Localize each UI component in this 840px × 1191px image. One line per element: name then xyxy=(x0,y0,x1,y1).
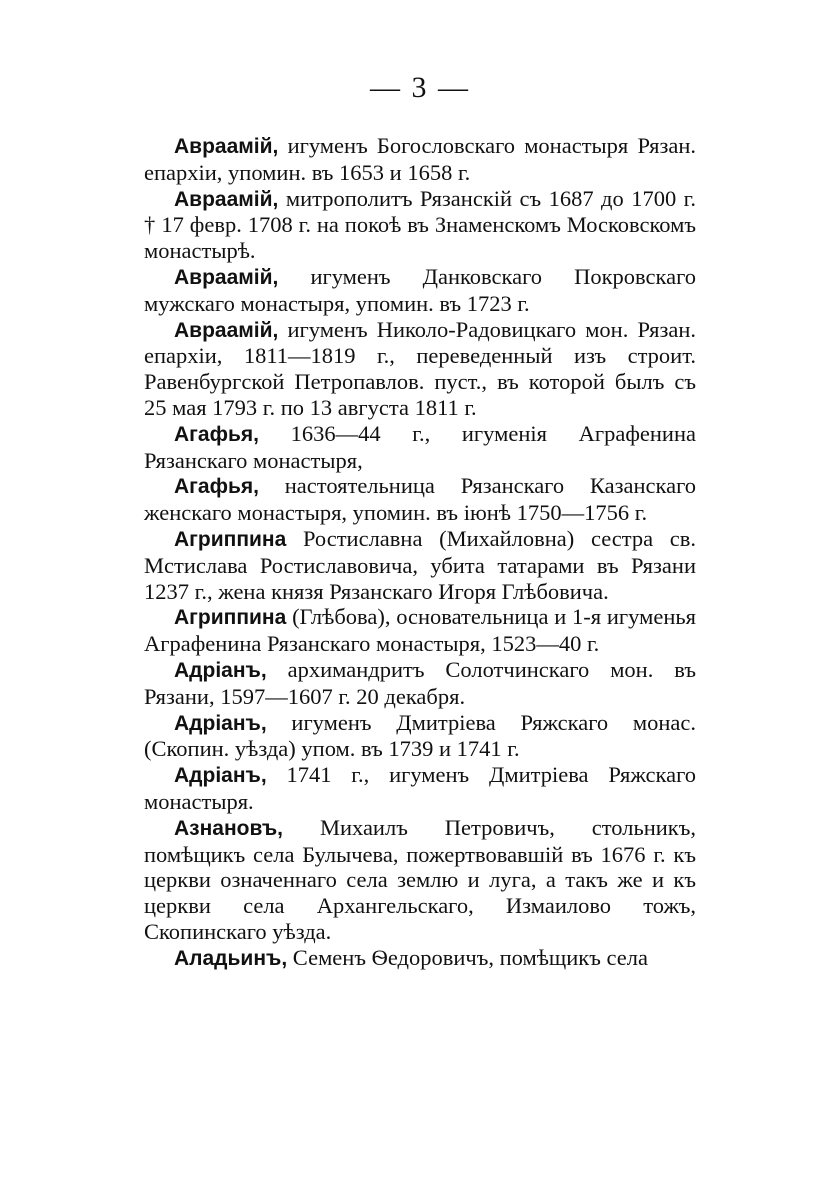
entry-headword: Авраамій, xyxy=(174,135,279,158)
entry-headword: Агриппина xyxy=(174,527,287,551)
entry xyxy=(144,473,696,526)
entry-headword: Аладьинъ, xyxy=(174,946,288,970)
entry-list xyxy=(144,133,696,972)
entry-text: Семенъ Ѳедоровичъ, помѣщикъ села xyxy=(287,944,648,970)
entry-headword: Адріанъ, xyxy=(174,711,267,735)
entry-headword: Агафья, xyxy=(174,475,259,499)
entry-text: игуменъ Николо-Радовицкаго мон. Рязан. епархіи, 1811—1819 г., переведенный изъ строит. Равенбургской Петропавлов. пуст., въ которой былъ съ 25 мая 1793 г. по 13 августа 1811 г. xyxy=(144,316,696,420)
entry-text: 1636—44 г., игуменія Аграфенина Рязанскаго монастыря, xyxy=(144,420,696,473)
entry-text: игуменъ Дмитріева Ряжскаго монас. (Скопин. уѣзда) упом. въ 1739 и 1741 г. xyxy=(144,709,696,762)
entry xyxy=(144,133,696,186)
entry xyxy=(144,186,696,264)
entry-text: 1741 г., игуменъ Дмитріева Ряжскаго монастыря. xyxy=(144,762,696,814)
entry-text: Ростиславна (Михайловна) сестра св. Мстислава Ростиславовича, убита татарами въ Рязани 1237 г., жена князя Рязанскаго Игоря Глѣбовича. xyxy=(144,525,696,604)
entry-headword: Авраамій, xyxy=(174,265,279,289)
entry-headword: Агриппина xyxy=(174,606,287,630)
entry xyxy=(144,421,696,474)
entry xyxy=(144,815,696,945)
entry-text: игуменъ Данковскаго Покровскаго мужскаго монастыря, упомин. въ 1723 г. xyxy=(144,263,696,316)
entry xyxy=(144,710,696,763)
entry-headword: Авраамій, xyxy=(174,187,279,211)
entry-text: Михаилъ Петровичъ, стольникъ, помѣщикъ села Булычева, пожертвовавшій въ 1676 г. къ церкви означеннаго села землю и луга, а такъ же и къ церкви села Архангельскаго, Измаилово тожъ, Скопинскаго уѣзда. xyxy=(144,814,696,944)
entry-headword: Адріанъ, xyxy=(174,658,267,682)
entry-text: митрополитъ Рязанскій съ 1687 до 1700 г. † 17 февр. 1708 г. на покоѣ въ Знаменскомъ Московскомъ монастырѣ. xyxy=(144,185,696,264)
page-number: — 3 — xyxy=(370,71,470,104)
entry-text: игуменъ Богословскаго монастыря Рязан. епархіи, упомин. въ 1653 и 1658 г. xyxy=(144,133,696,185)
entry-text: настоятельница Рязанскаго Казанскаго женскаго монастыря, упомин. въ іюнѣ 1750—1756 г. xyxy=(144,473,696,526)
entry xyxy=(144,604,696,657)
entry-headword: Адріанъ, xyxy=(174,764,267,788)
entry-text: архимандритъ Солотчинскаго мон. въ Рязани, 1597—1607 г. 20 декабря. xyxy=(144,656,696,709)
entry xyxy=(144,762,696,815)
entry-text: (Глѣбова), основательница и 1-я игуменья Аграфенина Рязанскаго монастыря, 1523—40 г. xyxy=(144,604,696,657)
entry xyxy=(144,657,696,710)
entry xyxy=(144,526,696,604)
entry xyxy=(144,945,696,972)
entry xyxy=(144,317,696,421)
entry-headword: Агафья, xyxy=(174,422,259,446)
entry xyxy=(144,264,696,317)
entry-headword: Азнановъ, xyxy=(174,816,284,840)
entry-headword: Авраамій, xyxy=(174,318,279,342)
